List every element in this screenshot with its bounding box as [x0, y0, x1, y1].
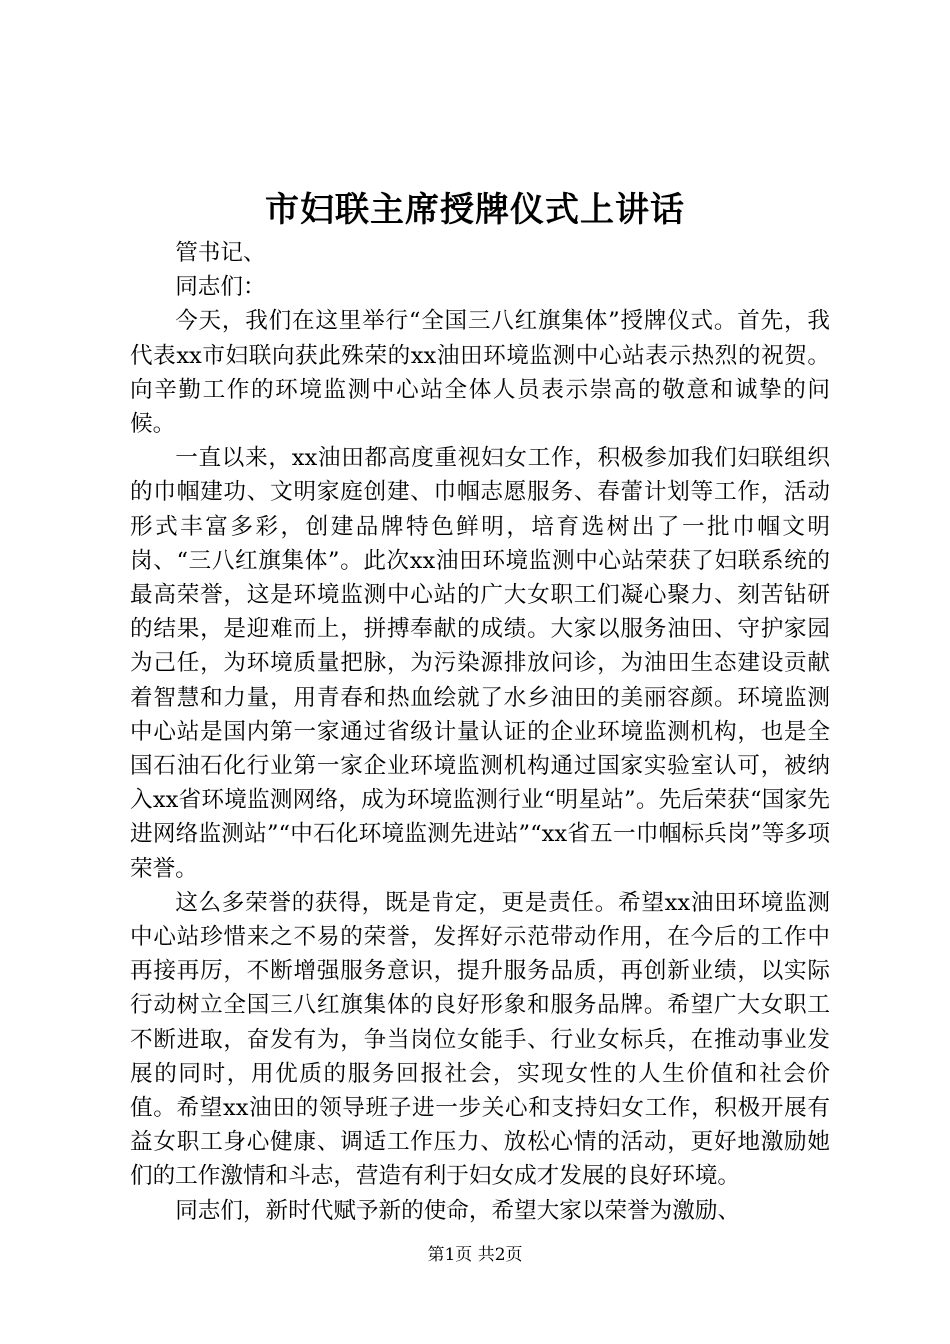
document-title: 市妇联主席授牌仪式上讲话	[265, 190, 685, 230]
salutation-line: 同志们：	[175, 274, 266, 301]
body-paragraph: 这么多荣誉的获得，既是肯定，更是责任。希望xx油田环境监测中心站珍惜来之不易的荣誉，发挥好示范带动作用，在今后的工作中再接再厉，不断增强服务意识，提升服务品质，再创新业绩，以实际行动树立全国三八红旗集体的良好形象和服务品牌。希望广大女职工不断进取，奋发有为，争当岗位女能手、行业女标兵，在推动事业发展的同时，用优质的服务回报社会，实现女性的人生价值和社会价值。希望xx油田的领导班子进一步关心和支持妇女工作，积极开展有益女职工身心健康、调适工作压力、放松心情的活动，更好地激励她们的工作激情和斗志，营造有利于妇女成才发展的良好环境。	[130, 889, 830, 1190]
page-number-footer: 第1页 共2页	[427, 1245, 523, 1265]
body-paragraph: 今天，我们在这里举行“全国三八红旗集体”授牌仪式。首先，我代表xx市妇联向获此殊荣的xx油田环境监测中心站表示热烈的祝贺。向辛勤工作的环境监测中心站全体人员表示崇高的敬意和诚挚的问候。	[130, 308, 830, 438]
body-paragraph: 同志们，新时代赋予新的使命，希望大家以荣誉为激励、	[175, 1197, 741, 1224]
document-body	[130, 236, 830, 1228]
body-paragraph: 一直以来，xx油田都高度重视妇女工作，积极参加我们妇联组织的巾帼建功、文明家庭创建、巾帼志愿服务、春蕾计划等工作，活动形式丰富多彩，创建品牌特色鲜明，培育选树出了一批巾帼文明岗、“三八红旗集体”。此次xx油田环境监测中心站荣获了妇联系统的最高荣誉，这是环境监测中心站的广大女职工们凝心聚力、刻苦钻研的结果，是迎难而上，拼搏奉献的成绩。大家以服务油田、守护家园为己任，为环境质量把脉，为污染源排放问诊，为油田生态建设贡献着智慧和力量，用青春和热血绘就了水乡油田的美丽容颜。环境监测中心站是国内第一家通过省级计量认证的企业环境监测机构，也是全国石油石化行业第一家企业环境监测机构通过国家实验室认可，被纳入xx省环境监测网络，成为环境监测行业“明星站”。先后荣获“国家先进网络监测站”“中石化环境监测先进站”“xx省五一巾帼标兵岗”等多项荣誉。	[130, 445, 830, 882]
salutation-line: 管书记、	[175, 240, 266, 266]
